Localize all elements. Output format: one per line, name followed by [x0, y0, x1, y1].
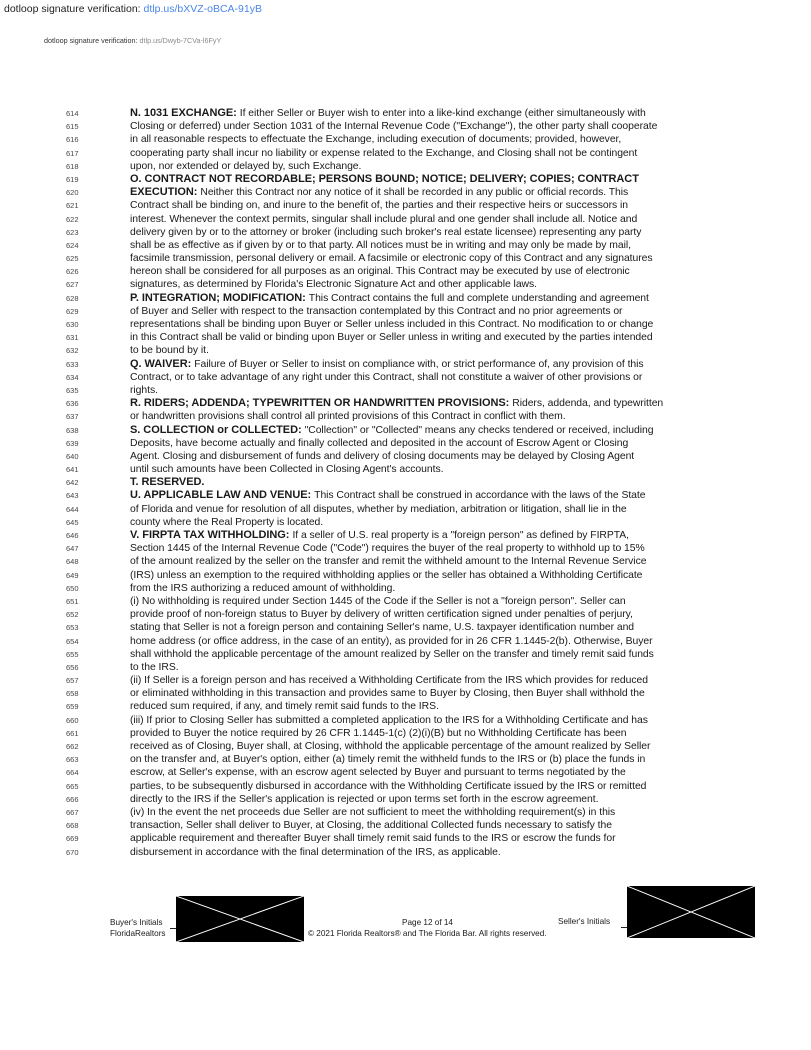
line-number: 631 — [66, 333, 79, 343]
contract-line — [66, 252, 746, 265]
contract-line — [66, 674, 746, 687]
buyer-initials-label: Buyer's Initials — [110, 918, 163, 927]
line-number: 620 — [66, 188, 79, 198]
line-number: 618 — [66, 161, 79, 171]
line-number: 653 — [66, 623, 79, 633]
inner-verification-label: dotloop signature verification: — [44, 36, 138, 45]
line-text: Deposits, have become actually and finally collected and deposited in the account of Escrow Agent or Closing — [130, 437, 629, 449]
line-number: 627 — [66, 280, 79, 290]
line-number: 641 — [66, 465, 79, 475]
contract-line — [66, 186, 746, 199]
line-number: 639 — [66, 438, 79, 448]
contract-line — [66, 463, 746, 476]
contract-body — [66, 107, 746, 859]
line-text: provide proof of non-foreign status to Buyer by delivery of written certification signed under penalties of perjury, — [130, 609, 633, 621]
line-text — [130, 476, 800, 489]
section-text: Riders, addenda, and typewritten — [512, 398, 664, 410]
contract-line — [66, 107, 746, 120]
line-number: 648 — [66, 557, 79, 567]
contract-line — [66, 700, 746, 713]
line-number: 616 — [66, 135, 79, 145]
line-text: Agent. Closing and disbursement of funds and delivery of closing documents may be delayed by Closing Agent — [130, 450, 635, 462]
contract-line — [66, 780, 746, 793]
contract-line — [66, 371, 746, 384]
dotloop-verification-header — [4, 3, 262, 15]
line-number: 614 — [66, 109, 79, 118]
line-number: 667 — [66, 807, 79, 817]
contract-line — [66, 120, 746, 133]
line-text — [130, 173, 800, 186]
contract-line — [66, 846, 746, 859]
page-number: Page 12 of 14 — [402, 918, 453, 927]
buyer-initials-box[interactable] — [176, 896, 304, 942]
line-number: 652 — [66, 610, 79, 620]
line-number: 640 — [66, 451, 79, 461]
contract-line — [66, 753, 746, 766]
line-number: 651 — [66, 596, 79, 606]
section-text: Neither this Contract nor any notice of it shall be recorded in any public or official records. This — [200, 187, 629, 199]
line-text: to the IRS. — [130, 661, 179, 673]
line-text: (ii) If Seller is a foreign person and has received a Withholding Certificate from the IRS which provides for reduced — [130, 675, 648, 687]
seller-initials-label: Seller's Initials — [558, 917, 611, 926]
section-text: This Contract shall be construed in accordance with the laws of the State — [314, 490, 646, 502]
section-heading: N. 1031 EXCHANGE: — [130, 107, 237, 119]
contract-line — [66, 173, 746, 186]
contract-line — [66, 450, 746, 463]
contract-line — [66, 160, 746, 173]
line-text: from the IRS authorizing a reduced amount of withholding. — [130, 582, 396, 594]
line-text — [130, 358, 800, 371]
contract-line — [66, 608, 746, 621]
line-number: 644 — [66, 504, 79, 514]
contract-line — [66, 766, 746, 779]
line-text: signatures, as determined by Florida's Electronic Signature Act and other applicable laws. — [130, 279, 537, 291]
contract-line — [66, 648, 746, 661]
line-number: 645 — [66, 517, 79, 527]
section-text: Failure of Buyer or Seller to insist on compliance with, or strict performance of, any provision of this — [194, 358, 644, 370]
contract-line — [66, 516, 746, 529]
section-text: "Collection" or "Collected" means any checks tendered or received, including — [304, 424, 654, 436]
contract-line — [66, 529, 746, 542]
contract-line — [66, 292, 746, 305]
contract-line — [66, 555, 746, 568]
section-heading: Q. WAIVER: — [130, 357, 192, 370]
line-text: stating that Seller is not a foreign person and containing Seller's name, U.S. taxpayer identification number and — [130, 622, 635, 634]
line-text: Section 1445 of the Internal Revenue Code ("Code") requires the buyer of the real property to withhold up to 15% — [130, 543, 645, 555]
verification-label: dotloop signature verification: — [4, 3, 141, 15]
contract-line — [66, 384, 746, 397]
contract-line — [66, 569, 746, 582]
line-text: Closing or deferred) under Section 1031 of the Internal Revenue Code ("Exchange"), the other party shall cooperate — [130, 121, 658, 133]
line-text: in all reasonable respects to effectuate the Exchange, including execution of documents; provided, however, — [130, 134, 622, 146]
buyer-initials-redaction — [176, 896, 304, 942]
contract-line — [66, 199, 746, 212]
verification-link[interactable]: dtlp.us/bXVZ-oBCA-91yB — [143, 3, 262, 15]
line-text: in this Contract shall be valid or binding upon Buyer or Seller unless in writing and executed by the parties intended — [130, 332, 653, 344]
contract-line — [66, 344, 746, 357]
line-number: 615 — [66, 122, 79, 132]
section-text: This Contract contains the full and complete understanding and agreement — [308, 292, 649, 304]
line-number: 660 — [66, 715, 79, 725]
copyright: © 2021 Florida Realtors® and The Florida Bar. All rights reserved. — [308, 929, 547, 938]
line-number: 628 — [66, 293, 79, 303]
line-text: of the amount realized by the seller on the transfer and remit the withheld amount to the Internal Revenue Service — [130, 556, 647, 568]
contract-line — [66, 147, 746, 160]
contract-line — [66, 582, 746, 595]
line-text: received as of Closing, Buyer shall, at Closing, withhold the applicable percentage of the amount realized by Seller — [130, 741, 651, 752]
contract-line — [66, 635, 746, 648]
line-text: Contract, or to take advantage of any right under this Contract, shall not constitute a waiver of other provisions or — [130, 371, 643, 383]
contract-line — [66, 278, 746, 291]
section-heading: EXECUTION: — [130, 186, 198, 199]
line-text: rights. — [130, 384, 158, 396]
line-number: 617 — [66, 148, 79, 158]
contract-line — [66, 410, 746, 423]
contract-line — [66, 318, 746, 331]
section-text: If either Seller or Buyer wish to enter into a like-kind exchange (either simultaneously with — [239, 108, 646, 119]
line-text: cooperating party shall incur no liability or expense related to the Exchange, and Closing shall not be contingent — [130, 147, 638, 159]
contract-line — [66, 476, 746, 489]
line-number: 643 — [66, 491, 79, 501]
contract-line — [66, 305, 746, 318]
line-text: on the transfer and, at Buyer's option, either (a) timely remit the withheld funds to the IRS or (b) place the funds in — [130, 754, 646, 766]
line-text: Contract shall be binding on, and inure to the benefit of, the parties and their respective heirs or successors in — [130, 200, 628, 212]
line-number: 632 — [66, 346, 79, 356]
line-text: upon, nor extended or delayed by, such Exchange. — [130, 160, 362, 172]
line-number: 647 — [66, 544, 79, 554]
line-number: 661 — [66, 728, 79, 738]
line-number: 625 — [66, 254, 79, 264]
line-number: 636 — [66, 399, 79, 409]
line-text — [130, 292, 800, 305]
section-heading: V. FIRPTA TAX WITHHOLDING: — [130, 529, 290, 541]
line-text: directly to the IRS if the Seller's application is rejected or upon terms set forth in the escrow agreement. — [130, 793, 599, 805]
contract-line — [66, 437, 746, 450]
line-number: 659 — [66, 702, 79, 712]
line-number: 623 — [66, 227, 79, 237]
section-heading: U. APPLICABLE LAW AND VENUE: — [130, 489, 312, 502]
line-text: representations shall be binding upon Buyer or Seller unless included in this Contract. No modification to or change — [130, 319, 654, 330]
contract-line — [66, 542, 746, 555]
contract-line — [66, 595, 746, 608]
line-number: 670 — [66, 847, 79, 857]
line-number: 642 — [66, 478, 79, 488]
line-number: 630 — [66, 320, 79, 329]
line-number: 669 — [66, 834, 79, 844]
line-number: 666 — [66, 794, 79, 804]
line-text — [130, 424, 800, 437]
line-number: 668 — [66, 821, 79, 831]
line-text — [130, 186, 800, 199]
line-number: 662 — [66, 742, 79, 751]
line-text: parties, to be subsequently disbursed in accordance with the Withholding Certificate issued by the IRS or remitted — [130, 780, 647, 792]
contract-line — [66, 239, 746, 252]
line-number: 622 — [66, 214, 79, 224]
inner-verification-link: dtlp.us/Dwyb-7CVa-l6FyY — [139, 36, 222, 45]
section-text: If a seller of U.S. real property is a "foreign person" as defined by FIRPTA, — [292, 530, 630, 541]
contract-line — [66, 213, 746, 226]
line-number: 649 — [66, 570, 79, 580]
contract-line — [66, 226, 746, 239]
line-text: of Buyer and Seller with respect to the transaction contemplated by this Contract and no prior agreements or — [130, 305, 623, 317]
contract-line — [66, 832, 746, 845]
contract-line — [66, 424, 746, 437]
line-text — [130, 397, 800, 410]
line-text: transaction, Seller shall deliver to Buyer, at Closing, the additional Collected funds necessary to satisfy the — [130, 820, 612, 832]
contract-line — [66, 661, 746, 674]
line-number: 656 — [66, 662, 79, 672]
line-text: shall withhold the applicable percentage of the amount realized by Seller on the transfer and timely remit said funds — [130, 648, 654, 660]
line-text — [130, 529, 800, 542]
contract-line — [66, 793, 746, 806]
line-text — [130, 107, 800, 120]
form-id: FloridaRealtors — [110, 929, 166, 938]
line-text — [130, 489, 800, 502]
section-heading: S. COLLECTION or COLLECTED: — [130, 423, 302, 436]
line-text: county where the Real Property is located. — [130, 516, 324, 528]
contract-line — [66, 265, 746, 278]
contract-line — [66, 727, 746, 740]
line-number: 629 — [66, 306, 79, 316]
line-text: home address (or office address, in the case of an entity), as provided for in 26 CFR 1.1445-2(b). Otherwise, Buyer — [130, 635, 653, 647]
line-text: applicable requirement and thereafter Buyer shall timely remit said funds to the IRS or escrow the funds for — [130, 833, 616, 845]
line-number: 654 — [66, 636, 79, 646]
line-number: 619 — [66, 174, 79, 184]
contract-line — [66, 714, 746, 727]
line-text: (IRS) unless an exemption to the required withholding applies or the seller has obtained a Withholding Certificate — [130, 569, 643, 581]
line-text: (iv) In the event the net proceeds due Seller are not sufficient to meet the withholding requirement(s) in this — [130, 806, 616, 818]
line-number: 624 — [66, 240, 79, 250]
line-text: or handwritten provisions shall control all printed provisions of this Contract in conflict with them. — [130, 411, 566, 423]
line-text: provided to Buyer the notice required by 26 CFR 1.1445-1(c) (2)(i)(B) but no Withholding Certificate has been — [130, 727, 627, 739]
line-number: 655 — [66, 649, 79, 659]
contract-line — [66, 133, 746, 146]
line-number: 621 — [66, 201, 79, 211]
seller-initials-box[interactable] — [627, 886, 755, 938]
section-heading: P. INTEGRATION; MODIFICATION: — [130, 291, 306, 304]
contract-line — [66, 806, 746, 819]
contract-line — [66, 819, 746, 832]
contract-line — [66, 503, 746, 516]
line-number: 663 — [66, 755, 79, 765]
line-text: interest. Whenever the context permits, singular shall include plural and one gender shall include all. Notice and — [130, 213, 638, 225]
contract-line — [66, 331, 746, 344]
line-number: 657 — [66, 676, 79, 686]
line-text: (i) No withholding is required under Section 1445 of the Code if the Seller is not a "foreign person". Seller can — [130, 595, 626, 607]
line-text: escrow, at Seller's expense, with an escrow agent selected by Buyer and pursuant to terms negotiated by the — [130, 767, 626, 779]
line-text: or eliminated withholding in this transaction and provides same to Buyer by Closing, then Buyer shall withhold the — [130, 688, 645, 700]
line-number: 626 — [66, 267, 79, 277]
contract-line — [66, 740, 746, 753]
line-number: 633 — [66, 359, 79, 369]
line-text: of Florida and venue for resolution of all disputes, whether by mediation, arbitration or litigation, shall lie in the — [130, 503, 627, 515]
line-text: hereon shall be considered for all purposes as an original. This Contract may be executed by use of electronic — [130, 266, 630, 278]
line-number: 638 — [66, 425, 79, 435]
section-heading: R. RIDERS; ADDENDA; TYPEWRITTEN OR HANDWRITTEN PROVISIONS: — [130, 397, 510, 410]
line-text: to be bound by it. — [130, 345, 209, 357]
line-number: 635 — [66, 385, 79, 395]
contract-line — [66, 621, 746, 634]
contract-line — [66, 358, 746, 371]
line-text: shall be as effective as if given by or to that party. All notices must be in writing and may only be made by mail, — [130, 239, 631, 251]
dotloop-verification-inner — [44, 36, 221, 45]
line-number: 634 — [66, 372, 79, 382]
contract-line — [66, 397, 746, 410]
line-number: 664 — [66, 768, 79, 778]
seller-initials-redaction — [627, 886, 755, 938]
line-text: reduced sum required, if any, and timely remit said funds to the IRS. — [130, 701, 439, 713]
line-text: facsimile transmission, personal delivery or email. A facsimile or electronic copy of this Contract and any signatures — [130, 253, 653, 265]
line-number: 650 — [66, 583, 79, 593]
contract-line — [66, 687, 746, 700]
line-text: disbursement in accordance with the final determination of the IRS, as applicable. — [130, 846, 501, 858]
line-number: 665 — [66, 781, 79, 791]
contract-line — [66, 489, 746, 502]
section-heading: O. CONTRACT NOT RECORDABLE; PERSONS BOUND; NOTICE; DELIVERY; COPIES; CONTRACT — [130, 172, 639, 185]
line-text: (iii) If prior to Closing Seller has submitted a completed application to the IRS for a Withholding Certificate and has — [130, 714, 648, 726]
line-text: delivery given by or to the attorney or broker (including such broker's real estate licensee) representing any party — [130, 226, 642, 238]
section-heading: T. RESERVED. — [130, 476, 205, 489]
line-number: 658 — [66, 689, 79, 699]
line-text: until such amounts have been Collected in Closing Agent's accounts. — [130, 464, 444, 476]
line-number: 646 — [66, 531, 79, 540]
line-number: 637 — [66, 412, 79, 422]
footer-buyer-block — [110, 917, 166, 939]
